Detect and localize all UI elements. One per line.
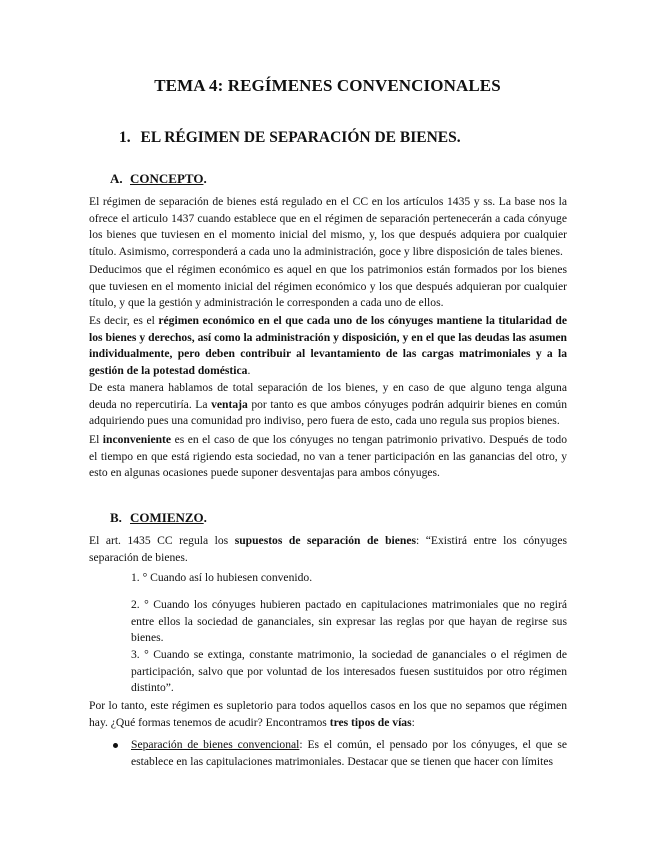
- concept-paragraph-2: Deducimos que el régimen económico es aquel en que los patrimonios están formados por los bienes que tuviesen en el momento inicial del régimen económico y los que después adquieran por cualquier título, y que la gestión y administración le corresponden a cada uno de ellos.: [89, 263, 567, 309]
- concept-p5-end: es en el caso de que los cónyuges no tengan patrimonio privativo. Después de todo el tiempo en que está rigiendo esta sociedad, no van a tener participación en las ganancias del otro, y esto en algunas ocasiones puede suponer desventajas para ambos cónyuges.: [89, 433, 567, 479]
- list-item-3: 3. ° Cuando se extinga, constante matrimonio, la sociedad de gananciales o el régimen de participación, salvo que por voluntad de los interesados fuesen sustituidos por otro régimen distinto”.: [131, 648, 567, 694]
- section-b-heading: [110, 510, 207, 526]
- list-item-1: 1. ° Cuando así lo hubiesen convenido.: [131, 571, 313, 584]
- start-p2-end: :: [411, 715, 415, 729]
- start-p2-bold: tres tipos de vías: [329, 715, 412, 729]
- concept-paragraph-3: [89, 313, 567, 379]
- section-a-heading: [110, 171, 207, 187]
- concept-p3-end: .: [247, 363, 251, 377]
- document-title: TEMA 4: REGÍMENES CONVENCIONALES: [154, 76, 501, 95]
- start-p1-end: : “Existirá entre los cónyuges separación de bienes.: [89, 534, 567, 564]
- concept-p5-text: El: [89, 433, 103, 446]
- concept-p3-text: Es decir, es el: [89, 314, 159, 327]
- section-1-heading: [119, 129, 461, 147]
- concept-paragraph-4: [89, 380, 567, 430]
- start-paragraph-2: [89, 698, 567, 731]
- section-a-title: CONCEPTO: [130, 171, 204, 186]
- section-a-letter: A.: [110, 171, 123, 186]
- start-paragraph-1: [89, 533, 567, 566]
- section-1-title: EL RÉGIMEN DE SEPARACIÓN DE BIENES.: [140, 129, 461, 146]
- concept-p4-text: De esta manera hablamos de total separación de los bienes, y en caso de que alguno tenga alguna deuda no repercutiría. La: [89, 381, 567, 411]
- list-item-2: 2. ° Cuando los cónyuges hubieren pactado en capitulaciones matrimoniales que no regirá entre ellos la sociedad de gananciales, sin expresar las reglas por que hayan de regirse sus bienes.: [131, 598, 567, 644]
- bullet-item-1: [89, 737, 567, 770]
- concept-p4-end: por tanto es que ambos cónyuges podrán adquirir bienes en común adquiriendo pues una comunidad pro indiviso, pero fuera de esto, cada uno regula sus propios bienes.: [89, 397, 568, 427]
- section-b-letter: B.: [110, 510, 122, 525]
- bullet-item-1-text: [131, 737, 567, 770]
- start-p1-bold: supuestos de separación de bienes: [234, 534, 417, 547]
- section-1-number: 1.: [119, 129, 131, 146]
- start-p1-text: El art. 1435 CC regula los: [89, 534, 235, 547]
- bullet-icon: [113, 743, 118, 748]
- concept-p4-bold: ventaja: [211, 397, 248, 411]
- concept-p5-bold: inconveniente: [102, 433, 172, 446]
- start-p2-text: Por lo tanto, este régimen es supletorio para todos aquellos casos en los que no sepamos que régimen hay. ¿Qué formas tenemos de acudir? Encontramos: [89, 699, 567, 729]
- concept-paragraph-1: El régimen de separación de bienes está regulado en el CC en los artículos 1435 y ss. La base nos la ofrece el articulo 1437 cuando establece que en el régimen de separación pertenecerán a cada cónyuge los bienes que tuviesen en el momento inicial del mismo, y, los que después adquiera por cualquier título. Asimismo, corresponderá a cada uno la administración, goce y libre disposición de tales bienes.: [89, 195, 567, 258]
- concept-p3-bold: régimen económico en el que cada uno de los cónyuges mantiene la titularidad de los bienes y derechos, así como la administración y disposición, y en el que las deudas las asumen individualmente, pero deben contribuir al levantamiento de las cargas matrimoniales y a la gestión de la potestad doméstica: [89, 314, 568, 377]
- section-a-dot: .: [203, 171, 207, 186]
- section-b-title: COMIENZO: [130, 510, 204, 525]
- bullet-1-rest: : Es el común, el pensado por los cónyuges, el que se establece en las capitulaciones matrimoniales. Destacar que se tienen que hacer con límites: [131, 738, 568, 768]
- bullet-1-underlined: Separación de bienes convencional: [131, 738, 300, 751]
- section-b-dot: .: [203, 510, 207, 525]
- concept-paragraph-5: [89, 432, 567, 482]
